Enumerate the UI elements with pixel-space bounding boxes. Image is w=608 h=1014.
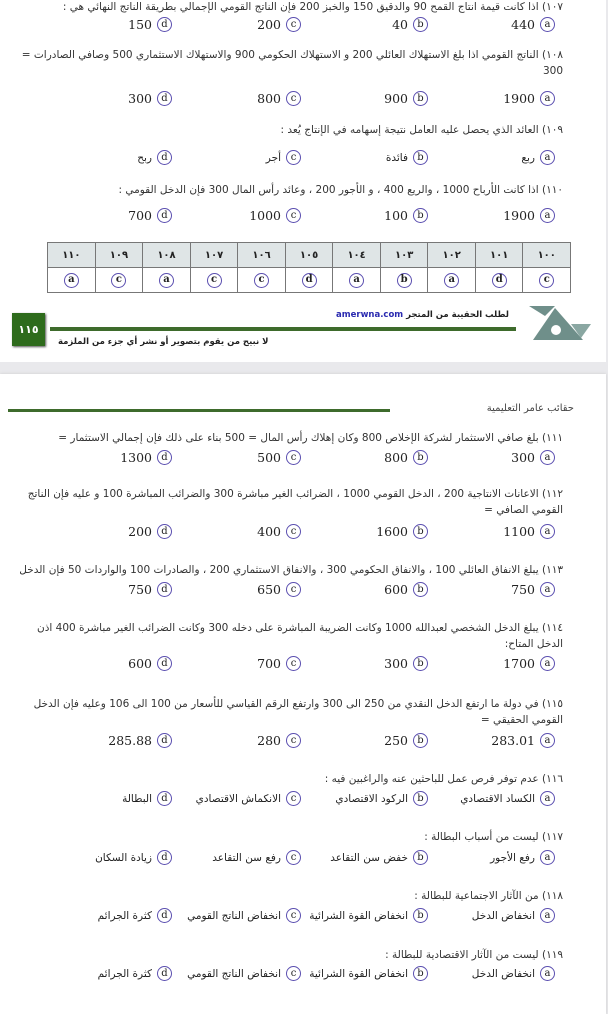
option-b[interactable]	[384, 582, 428, 597]
option-letter-circle: b	[413, 582, 428, 597]
option-letter-circle: a	[540, 91, 555, 106]
answer-table-question-number: ١٠٣	[380, 243, 428, 268]
option-letter-circle: d	[157, 733, 172, 748]
option-letter-circle: d	[157, 150, 172, 165]
option-b[interactable]	[330, 850, 428, 865]
question-text: ١١٧) ليست من أسباب البطالة :	[424, 831, 563, 843]
answer-letter-circle: a	[159, 273, 174, 288]
option-value: 900	[384, 91, 408, 106]
answer-letter-circle: d	[302, 273, 317, 288]
option-b[interactable]	[384, 733, 428, 748]
option-value: البطالة	[122, 792, 152, 805]
option-d[interactable]	[128, 17, 172, 32]
option-letter-circle: c	[286, 150, 301, 165]
option-letter-circle: b	[413, 966, 428, 981]
option-letter-circle: b	[413, 524, 428, 539]
answer-letter-circle: c	[207, 273, 222, 288]
answer-letter-circle: c	[254, 273, 269, 288]
answer-table-question-number: ١٠٢	[428, 243, 476, 268]
option-letter-circle: a	[540, 908, 555, 923]
option-a[interactable]	[503, 208, 555, 223]
answer-table-question-number: ١٠٨	[143, 243, 191, 268]
option-value: 750	[511, 582, 535, 597]
option-letter-circle: b	[413, 791, 428, 806]
option-value: 600	[128, 656, 152, 671]
option-value: 800	[257, 91, 281, 106]
answer-table	[47, 242, 571, 293]
option-letter-circle: c	[286, 791, 301, 806]
answer-letter-circle: c	[111, 273, 126, 288]
option-value: 200	[257, 17, 281, 32]
option-letter-circle: c	[286, 582, 301, 597]
answer-letter-circle: b	[397, 273, 412, 288]
option-value: انخفاض الدخل	[471, 909, 535, 922]
answer-table-header	[48, 243, 571, 268]
option-value: 283.01	[491, 733, 535, 748]
option-letter-circle: d	[157, 791, 172, 806]
option-value: 1900	[503, 91, 535, 106]
option-value: أجر	[265, 151, 281, 164]
option-letter-circle: d	[157, 208, 172, 223]
answer-table-cell	[523, 268, 571, 293]
option-letter-circle: b	[413, 150, 428, 165]
option-letter-circle: d	[157, 582, 172, 597]
option-a[interactable]	[511, 17, 555, 32]
answer-table-question-number: ١٠٧	[190, 243, 238, 268]
option-letter-circle: a	[540, 733, 555, 748]
option-c[interactable]	[257, 582, 301, 597]
option-value: 285.88	[108, 733, 152, 748]
copyright-warning: لا نبيح من يقوم بتصوير أو نشر أي جزء من الملزمة	[58, 337, 269, 347]
answer-letter-circle: a	[349, 273, 364, 288]
option-a[interactable]	[503, 656, 555, 671]
option-a[interactable]	[491, 733, 555, 748]
option-letter-circle: d	[157, 656, 172, 671]
answer-table-cell	[285, 268, 333, 293]
answer-table-question-number: ١٠٤	[333, 243, 381, 268]
option-c[interactable]	[212, 850, 301, 865]
option-letter-circle: d	[157, 17, 172, 32]
option-letter-circle: b	[413, 850, 428, 865]
option-letter-circle: c	[286, 656, 301, 671]
option-value: 700	[128, 208, 152, 223]
option-value: 40	[392, 17, 408, 32]
option-letter-circle: d	[157, 908, 172, 923]
order-note	[336, 310, 509, 320]
option-c[interactable]	[257, 91, 301, 106]
answer-table-cell	[48, 268, 96, 293]
answer-table-cell	[95, 268, 143, 293]
question-text: ١١٦) عدم توفر فرص عمل للباحثين عنه والراغبين فيه :	[324, 773, 563, 785]
option-letter-circle: a	[540, 850, 555, 865]
answer-table-question-number: ١٠٠	[523, 243, 571, 268]
option-a[interactable]	[490, 850, 555, 865]
option-c[interactable]	[257, 450, 301, 465]
option-letter-circle: c	[286, 733, 301, 748]
option-value: 700	[257, 656, 281, 671]
option-value: زيادة السكان	[95, 851, 152, 864]
option-value: انخفاض القوة الشرائية	[309, 909, 408, 922]
option-a[interactable]	[503, 91, 555, 106]
option-letter-circle: a	[540, 582, 555, 597]
option-a[interactable]	[472, 966, 555, 981]
option-letter-circle: c	[286, 908, 301, 923]
option-b[interactable]	[309, 908, 428, 923]
option-value: الكساد الاقتصادي	[460, 792, 535, 805]
option-d[interactable]	[128, 91, 172, 106]
option-d[interactable]	[137, 150, 172, 165]
option-value: 650	[257, 582, 281, 597]
option-a[interactable]	[472, 908, 555, 923]
option-letter-circle: b	[413, 450, 428, 465]
option-letter-circle: b	[413, 733, 428, 748]
option-b[interactable]	[384, 656, 428, 671]
option-letter-circle: d	[157, 850, 172, 865]
option-c[interactable]	[249, 208, 301, 223]
option-a[interactable]	[511, 582, 555, 597]
option-value: خفض سن التقاعد	[330, 851, 408, 864]
option-value: 150	[128, 17, 152, 32]
answer-table-question-number: ١٠١	[475, 243, 523, 268]
option-letter-circle: a	[540, 524, 555, 539]
option-c[interactable]	[257, 656, 301, 671]
option-value: 500	[257, 450, 281, 465]
option-c[interactable]	[257, 733, 301, 748]
answer-letter-circle: a	[444, 273, 459, 288]
option-b[interactable]	[309, 966, 428, 981]
option-c[interactable]	[257, 17, 301, 32]
question-text: ١١٥) في دولة ما ارتفع الدخل النقدي من 250 الى 300 وارتفع الرقم القياسي للأسعار من 100 الى 106 وعليه فإن الدخل القومي الحقيقي =	[33, 698, 563, 726]
option-b[interactable]	[392, 17, 428, 32]
question-text: ١١٢) الاعانات الانتاجية 200 ، الدخل القومي 1000 ، الضرائب الغير مباشرة 300 والضرائب المباشرة 100 و عليه فإن الناتج القومي الصافي =	[27, 488, 563, 516]
answer-table-question-number: ١٠٦	[238, 243, 286, 268]
option-c[interactable]	[187, 966, 301, 981]
option-letter-circle: b	[413, 656, 428, 671]
question-text: ١١٩) ليست من الآثار الاقتصادية للبطالة :	[385, 949, 563, 961]
option-letter-circle: c	[286, 966, 301, 981]
option-letter-circle: d	[157, 524, 172, 539]
option-d[interactable]	[128, 524, 172, 539]
option-d[interactable]	[128, 656, 172, 671]
option-value: كثرة الجرائم	[97, 909, 152, 922]
option-value: 440	[511, 17, 535, 32]
option-b[interactable]	[384, 208, 428, 223]
answer-table-answers	[48, 268, 571, 293]
option-value: 200	[128, 524, 152, 539]
option-value: 300	[384, 656, 408, 671]
option-letter-circle: c	[286, 91, 301, 106]
option-a[interactable]	[460, 791, 555, 806]
option-b[interactable]	[335, 791, 428, 806]
option-value: انخفاض الدخل	[471, 967, 535, 980]
question-text: ١١١) بلغ صافي الاستثمار لشركة الإخلاص 800 وكان إهلاك رأس المال = 500 بناء على ذلك فإن إجمالي الاستثمار =	[58, 432, 563, 444]
option-value: 300	[511, 450, 535, 465]
option-value: 800	[384, 450, 408, 465]
answer-table-cell	[333, 268, 381, 293]
option-value: 1100	[503, 524, 535, 539]
option-letter-circle: d	[157, 91, 172, 106]
option-d[interactable]	[98, 908, 172, 923]
answer-table-cell	[238, 268, 286, 293]
option-d[interactable]	[95, 850, 172, 865]
answer-table-question-number: ١٠٥	[285, 243, 333, 268]
option-letter-circle: b	[413, 17, 428, 32]
option-value: الانكماش الاقتصادي	[195, 792, 281, 805]
option-letter-circle: a	[540, 17, 555, 32]
option-b[interactable]	[384, 450, 428, 465]
option-letter-circle: c	[286, 17, 301, 32]
option-value: 400	[257, 524, 281, 539]
option-letter-circle: c	[286, 450, 301, 465]
answer-table-question-number: ١١٠	[48, 243, 96, 268]
option-value: 1600	[376, 524, 408, 539]
question-text: ١٠٨) الناتج القومي اذا بلغ الاستهلاك العائلي 200 و الاستهلاك الحكومي 900 والاستهلاك الاستثماري 500 وصافي الصادرات = 300	[21, 49, 563, 77]
option-value: 1000	[249, 208, 281, 223]
option-letter-circle: c	[286, 850, 301, 865]
page-115	[0, 0, 606, 362]
option-letter-circle: c	[286, 208, 301, 223]
option-letter-circle: d	[157, 450, 172, 465]
store-link[interactable]: amerwna.com	[336, 310, 404, 320]
option-letter-circle: a	[540, 656, 555, 671]
option-c[interactable]	[187, 908, 301, 923]
option-letter-circle: d	[157, 966, 172, 981]
option-d[interactable]	[128, 208, 172, 223]
option-value: 1700	[503, 656, 535, 671]
option-letter-circle: b	[413, 208, 428, 223]
option-d[interactable]	[128, 582, 172, 597]
footer-divider	[50, 327, 516, 331]
option-b[interactable]	[386, 150, 428, 165]
answer-table-cell	[190, 268, 238, 293]
option-d[interactable]	[108, 733, 172, 748]
option-letter-circle: a	[540, 208, 555, 223]
option-value: 1900	[503, 208, 535, 223]
question-text: ١٠٧) اذا كانت قيمة انتاج القمح 90 والدقيق 150 والخبز 200 فإن الناتج القومي الإجمالي بطريقة الناتج النهائي هي :	[62, 1, 563, 13]
option-value: 250	[384, 733, 408, 748]
order-text: لطلب الحقيبة من المتجر	[406, 310, 509, 320]
option-c[interactable]	[257, 524, 301, 539]
option-value: 1300	[120, 450, 152, 465]
question-text: ١١٣) يبلغ الانفاق العائلي 100 ، والانفاق الحكومي 300 ، والانفاق الاستثماري 200 ، والصادرات 100 والواردات 50 فإن الدخل	[19, 564, 563, 576]
question-text: ١١٨) من الآثار الاجتماعية للبطالة :	[414, 890, 563, 902]
option-value: انخفاض القوة الشرائية	[309, 967, 408, 980]
option-d[interactable]	[120, 450, 172, 465]
option-a[interactable]	[511, 450, 555, 465]
option-value: انخفاض الناتج القومي	[187, 909, 281, 922]
option-value: كثرة الجرائم	[97, 967, 152, 980]
option-letter-circle: a	[540, 791, 555, 806]
option-c[interactable]	[196, 791, 301, 806]
option-value: رفع سن التقاعد	[212, 851, 281, 864]
option-a[interactable]	[503, 524, 555, 539]
logo-icon	[525, 304, 593, 342]
option-letter-circle: c	[286, 524, 301, 539]
option-a[interactable]	[521, 150, 555, 165]
option-b[interactable]	[376, 524, 428, 539]
question-text: ١١٤) يبلغ الدخل الشخصي لعبدالله 1000 وكانت الضريبة المباشرة على دخله 300 وكانت الضرائب الغير مباشرة 400 اذن الدخل المتاح:	[37, 622, 563, 650]
answer-table-question-number: ١٠٩	[95, 243, 143, 268]
option-value: ربح	[137, 151, 152, 164]
header-divider	[8, 409, 390, 412]
page-116	[0, 374, 606, 1014]
option-letter-circle: b	[413, 908, 428, 923]
option-value: 750	[128, 582, 152, 597]
option-value: انخفاض الناتج القومي	[187, 967, 281, 980]
option-letter-circle: b	[413, 91, 428, 106]
option-letter-circle: a	[540, 450, 555, 465]
answer-table-cell	[143, 268, 191, 293]
question-text: ١٠٩) العائد الذي يحصل عليه العامل نتيجة إسهامه في الإنتاج يُعد :	[280, 124, 563, 136]
option-value: فائدة	[385, 151, 408, 164]
option-value: 300	[128, 91, 152, 106]
option-value: الركود الاقتصادي	[335, 792, 408, 805]
option-value: ربع	[521, 151, 535, 164]
page-number: ١١٥	[12, 313, 45, 346]
option-letter-circle: a	[540, 966, 555, 981]
answer-letter-circle: c	[539, 273, 554, 288]
option-d[interactable]	[122, 791, 172, 806]
answer-table-cell	[475, 268, 523, 293]
option-value: 600	[384, 582, 408, 597]
option-letter-circle: a	[540, 150, 555, 165]
answer-letter-circle: a	[64, 273, 79, 288]
question-text: ١١٠) اذا كانت الأرباح 1000 ، والريع 400 ، و الأجور 200 ، وعائد رأس المال 300 فإن الدخل القومي :	[118, 184, 563, 196]
answer-table-cell	[380, 268, 428, 293]
option-value: رفع الأجور	[490, 851, 535, 864]
option-c[interactable]	[266, 150, 301, 165]
option-b[interactable]	[384, 91, 428, 106]
answer-letter-circle: d	[492, 273, 507, 288]
publisher-header: حقائب عامر التعليمية	[486, 403, 574, 414]
option-value: 280	[257, 733, 281, 748]
option-d[interactable]	[98, 966, 172, 981]
answer-table-cell	[428, 268, 476, 293]
option-value: 100	[384, 208, 408, 223]
